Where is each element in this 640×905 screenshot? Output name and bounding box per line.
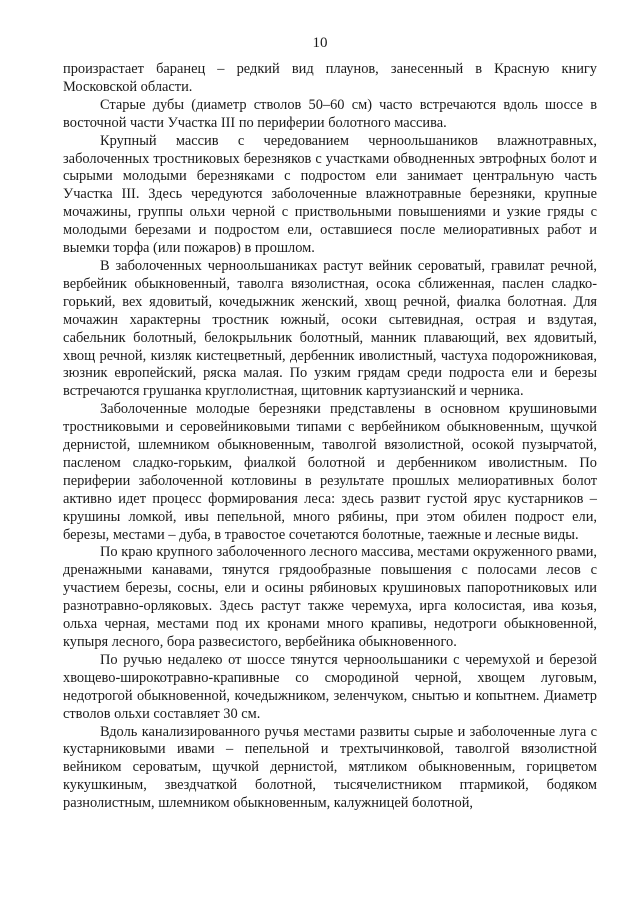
paragraph-old-oaks: Старые дубы (диаметр стволов 50–60 см) часто встречаются вдоль шоссе в восточной части Участка III по периферии болотного массива. bbox=[63, 96, 597, 131]
page-number: 10 bbox=[312, 35, 328, 51]
paragraph-birch-forests: Заболоченные молодые березняки представлены в основном крушиновыми тростниковыми и серовейниковыми типами с вербейником обыкновенным, щучкой дернистой, шлемником обыкновенным, таволгой вязолистной, осокой пузырчатой, пасленом сладко-горьким, фиалкой болотной и дербенником иволистным. По периферии заболоченной котловины в результате прошлых мелиоративных болот активно идет процесс формирования леса: здесь развит густой ярус кустарников – крушины ломкой, ивы пепельной, много рябины, при этом обилен подрост ели, березы, местами – дуба, в травостое сочетаются болотные, таежные и лесные виды. bbox=[63, 401, 597, 543]
paragraph-meadows: Вдоль канализированного ручья местами развиты сырые и заболоченные луга с кустарниковыми ивами – пепельной и трехтычинковой, таволгой вязолистной вейником сероватым, щучкой дернистой, мятликом обыкновенным, горицветом кукушкиным, звездчаткой болотной, тысячелистником птармикой, бодяком разнолистным, шлемником обыкновенным, калужницей болотной, bbox=[63, 723, 597, 812]
paragraph-central-massif: Крупный массив с чередованием черноольшаников влажнотравных, заболоченных тростниковых березняков с участками обводненных эвтрофных болот и сырыми молодыми березняками с подростом ели занимает центральную часть Участка III. Здесь чередуются заболоченные влажнотравные березняки, крупные мочажины, группы ольхи черной с приствольными повышениями и узкие гряды с молодыми березами и подростом ели, оставшиеся после мелиоративных работ и выемки торфа (или пожаров) в прошлом. bbox=[63, 132, 597, 257]
paragraph-alder-forests: В заболоченных черноольшаниках растут вейник сероватый, гравилат речной, вербейник обыкновенный, таволга вязолистная, осока сближенная, паслен сладко-горький, вех ядовитый, кочедыжник женский, хвощ речной, фиалка болотная. Для мочажин характерны тростник южный, осоки сытевидная, острая и вздутая, сабельник болотный, белокрыльник болотный, манник плавающий, вех ядовитый, хвощ речной, кизляк кистецветный, дербенник иволистный, частуха подорожниковая, зюзник европейский, ряска малая. По узким грядам среди подроста ели и березы встречаются грушанка круглолистная, щитовник картузианский и черника. bbox=[63, 257, 597, 400]
paragraph-stream: По ручью недалеко от шоссе тянутся черноольшаники с черемухой и березой хвощево-широкотравно-крапивные со смородиной черной, хвощем луговым, недотрогой обыкновенной, кочедыжником, зеленчуком, снытью и копытнем. Диаметр стволов ольхи составляет 30 см. bbox=[63, 651, 597, 722]
paragraph-continuation: произрастает баранец – редкий вид плаунов, занесенный в Красную книгу Московской области. bbox=[63, 61, 597, 95]
paragraph-forest-edge: По краю крупного заболоченного лесного массива, местами окруженного рвами, дренажными канавами, тянутся грядообразные повышения с полосами лесов с участием березы, сосны, ели и осины рябиновых крушиновых папоротниковых или разнотравно-орляковых. Здесь растут также черемуха, ирга колосистая, ива козья, ольха черная, местами под их кронами много крапивы, недотроги обыкновенной, купыря лесного, бора развесистого, вербейника обыкновенного. bbox=[63, 544, 597, 650]
body-text bbox=[63, 61, 597, 813]
